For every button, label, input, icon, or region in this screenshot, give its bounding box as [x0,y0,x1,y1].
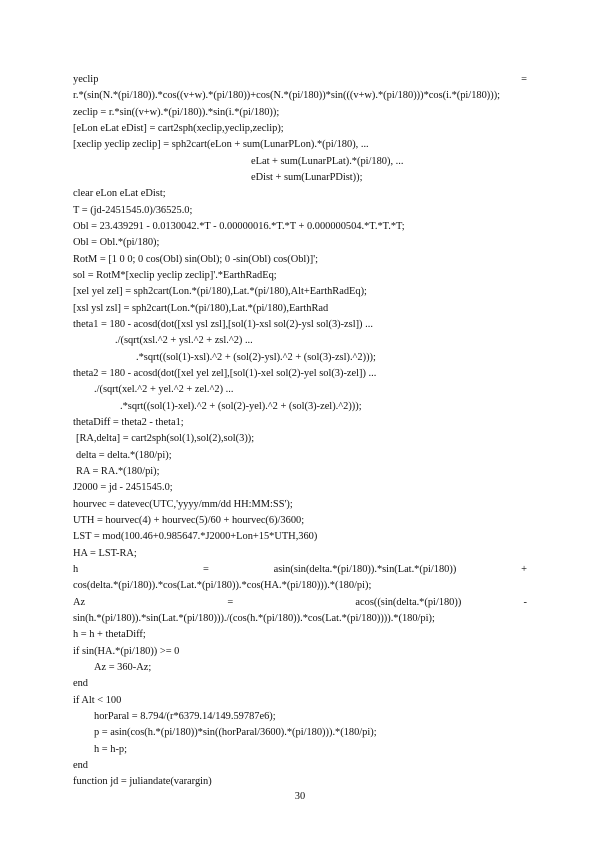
code-line: hourvec = datevec(UTC,'yyyy/mm/dd HH:MM:SS'); [73,499,293,510]
code-line: RotM = [1 0 0; 0 cos(Obl) sin(Obl); 0 -sin(Obl) cos(Obl)]'; [73,254,318,265]
code-line: UTH = hourvec(4) + hourvec(5)/60 + hourvec(6)/3600; [73,515,305,526]
code-line: [xsl ysl zsl] = sph2cart(Lon.*(pi/180),Lat.*(pi/180),EarthRad [73,303,329,314]
code-line: HA = LST-RA; [73,548,137,559]
code-line: theta1 = 180 - acosd(dot([xsl ysl zsl],[sol(1)-xsl sol(2)-ysl sol(3)-zsl]) ... [73,319,373,330]
code-line: sol = RotM*[xeclip yeclip zeclip]'.*EarthRadEq; [73,270,277,281]
code-line: [xel yel zel] = sph2cart(Lon.*(pi/180),Lat.*(pi/180),Alt+EarthRadEq); [73,286,367,297]
code-line: theta2 = 180 - acosd(dot([xel yel zel],[sol(1)-xel sol(2)-yel sol(3)-zel]) ... [73,368,377,379]
code-line: cos(delta.*(pi/180)).*cos(Lat.*(pi/180)).*cos(HA.*(pi/180))).*(180/pi); [73,580,372,591]
code-line: Az = acos((sin(delta.*(pi/180)) - [73,597,527,608]
code-line: function jd = juliandate(varargin) [73,776,212,787]
code-line: T = (jd-2451545.0)/36525.0; [73,205,193,216]
code-line: .*sqrt((sol(1)-xsl).^2 + (sol(2)-ysl).^2 + (sol(3)-zsl).^2))); [136,352,376,363]
code-line: eLat + sum(LunarPLat).*(pi/180), ... [251,156,404,167]
code-line: Obl = 23.439291 - 0.0130042.*T - 0.00000016.*T.*T + 0.000000504.*T.*T.*T; [73,221,405,232]
code-line: clear eLon eLat eDist; [73,188,166,199]
code-line: end [73,678,89,689]
code-line: delta = delta.*(180/pi); [76,450,172,461]
code-line: h = h-p; [94,744,127,755]
page-number: 30 [294,791,306,802]
code-line: [xeclip yeclip zeclip] = sph2cart(eLon + sum(LunarPLon).*(pi/180), ... [73,139,369,150]
code-line: if Alt < 100 [73,695,122,706]
code-line: yeclip = [73,74,527,85]
code-line: r.*(sin(N.*(pi/180)).*cos((v+w).*(pi/180))+cos(N.*(pi/180))*sin(((v+w).*(pi/180)))*cos(i.*(pi/180))); [73,90,501,101]
code-line: h = h + thetaDiff; [73,629,146,640]
code-line: ./(sqrt(xel.^2 + yel.^2 + zel.^2) ... [94,384,234,395]
code-line: J2000 = jd - 2451545.0; [73,482,173,493]
code-line: RA = RA.*(180/pi); [76,466,160,477]
code-line: eDist + sum(LunarPDist)); [251,172,363,183]
code-line: horParal = 8.794/(r*6379.14/149.59787e6); [94,711,276,722]
code-line: Az = 360-Az; [94,662,152,673]
code-line: h = asin(sin(delta.*(pi/180)).*sin(Lat.*(pi/180)) + [73,564,527,575]
code-line: zeclip = r.*sin((v+w).*(pi/180)).*sin(i.*(pi/180)); [73,107,280,118]
code-line: end [73,760,89,771]
code-line: .*sqrt((sol(1)-xel).^2 + (sol(2)-yel).^2 + (sol(3)-zel).^2))); [120,401,362,412]
code-line: LST = mod(100.46+0.985647.*J2000+Lon+15*UTH,360) [73,531,318,542]
code-line: if sin(HA.*(pi/180)) >= 0 [73,646,180,657]
code-line: [eLon eLat eDist] = cart2sph(xeclip,yeclip,zeclip); [73,123,284,134]
code-line: sin(h.*(pi/180)).*sin(Lat.*(pi/180)))./(cos(h.*(pi/180)).*cos(Lat.*(pi/180)))).*(180/pi); [73,613,435,624]
code-line: [RA,delta] = cart2sph(sol(1),sol(2),sol(3)); [76,433,255,444]
code-line: p = asin(cos(h.*(pi/180))*sin((horParal/3600).*(pi/180))).*(180/pi); [94,727,377,738]
code-line: Obl = Obl.*(pi/180); [73,237,160,248]
code-line: ./(sqrt(xsl.^2 + ysl.^2 + zsl.^2) ... [115,335,253,346]
code-line: thetaDiff = theta2 - theta1; [73,417,184,428]
